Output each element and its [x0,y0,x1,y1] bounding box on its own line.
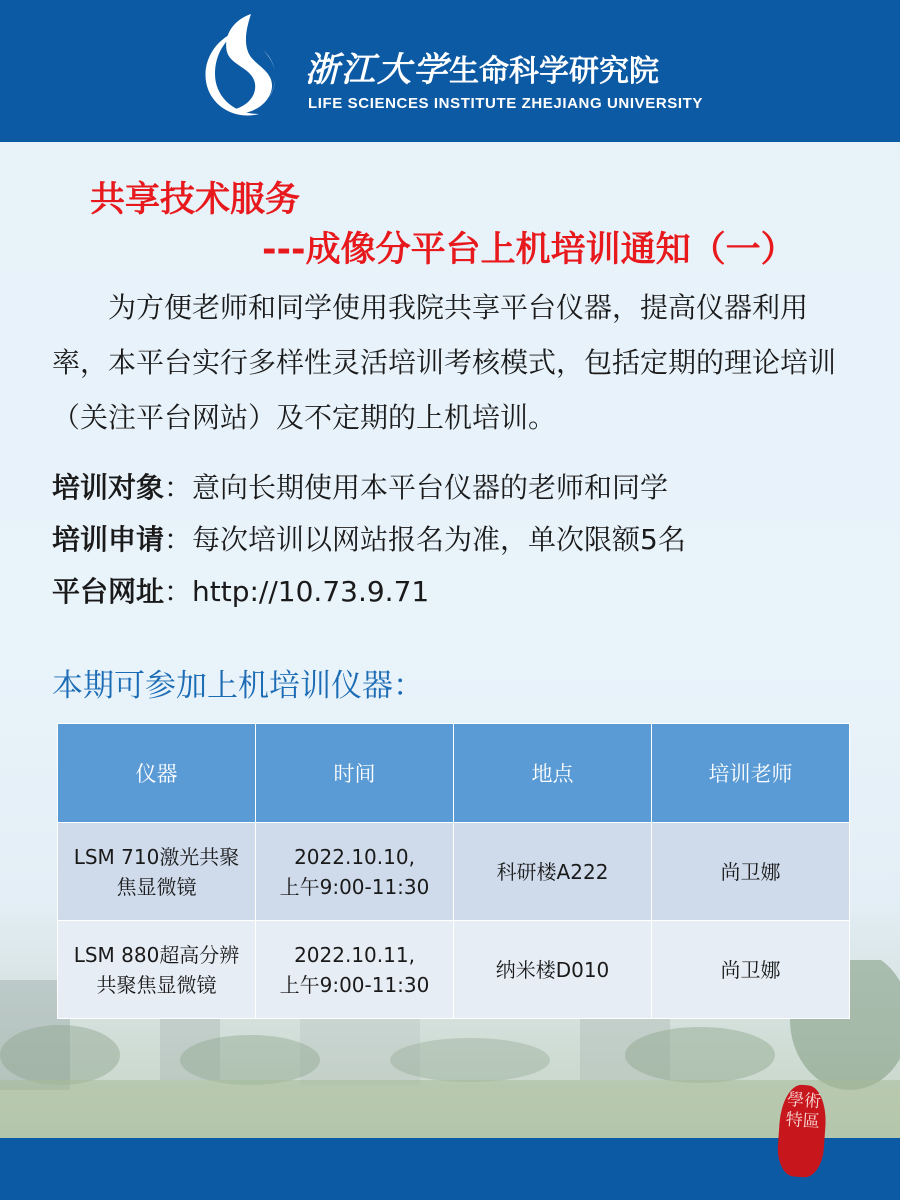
info-label: 培训申请 [52,523,165,556]
org-english-name: LIFE SCIENCES INSTITUTE ZHEJIANG UNIVERSITY [308,95,704,112]
section-title: 本期可参加上机培训仪器： [52,668,424,704]
column-header-time: 时间 [256,724,454,823]
table-row [58,921,850,1019]
time-date: 2022.10.11, [294,942,415,967]
footer-banner [0,1138,900,1200]
seal-text: 學術特區 [785,1089,822,1133]
notice-title-line2: ---成像分平台上机培训通知（一） [262,230,796,270]
org-name-sub: 生命科学研究院 [449,54,659,89]
info-value: ：每次培训以网站报名为准，单次限额5名 [164,523,686,556]
time-date: 2022.10.10, [294,844,415,869]
time-range: 上午9:00-11:30 [279,874,430,899]
cell-place: 科研楼A222 [454,823,652,921]
column-header-teacher: 培训老师 [652,724,850,823]
org-name [305,42,659,91]
time-range: 上午9:00-11:30 [279,972,430,997]
cell-teacher: 尚卫娜 [652,921,850,1019]
cell-instrument [58,823,256,921]
instrument-line: 共聚焦显微镜 [96,972,217,997]
column-header-place: 地点 [454,724,652,823]
header-banner [0,0,900,142]
info-row-website [52,570,429,610]
cell-time [256,823,454,921]
info-label: 平台网址 [52,575,165,608]
cell-teacher: 尚卫娜 [652,823,850,921]
notice-title-line1: 共享技术服务 [90,180,301,220]
university-logo-icon [193,10,288,125]
info-value: ：意向长期使用本平台仪器的老师和同学 [164,471,669,504]
training-schedule-table [57,723,850,1019]
info-value-url[interactable]: ：http://10.73.9.71 [164,575,430,608]
instrument-line: 焦显微镜 [116,874,197,899]
instrument-line: LSM 710激光共聚 [73,844,240,869]
table-header-row [58,724,850,823]
info-row-target [52,466,668,506]
column-header-instrument: 仪器 [58,724,256,823]
cell-place: 纳米楼D010 [454,921,652,1019]
org-name-main: 浙江大学 [305,50,449,90]
info-row-application [52,518,686,558]
cell-time [256,921,454,1019]
table-row [58,823,850,921]
intro-paragraph: 为方便老师和同学使用我院共享平台仪器，提高仪器利用率，本平台实行多样性灵活培训考核模式，包括定期的理论培训（关注平台网站）及不定期的上机培训。 [52,291,837,434]
cell-instrument [58,921,256,1019]
info-label: 培训对象 [52,471,165,504]
instrument-line: LSM 880超高分辨 [73,942,240,967]
